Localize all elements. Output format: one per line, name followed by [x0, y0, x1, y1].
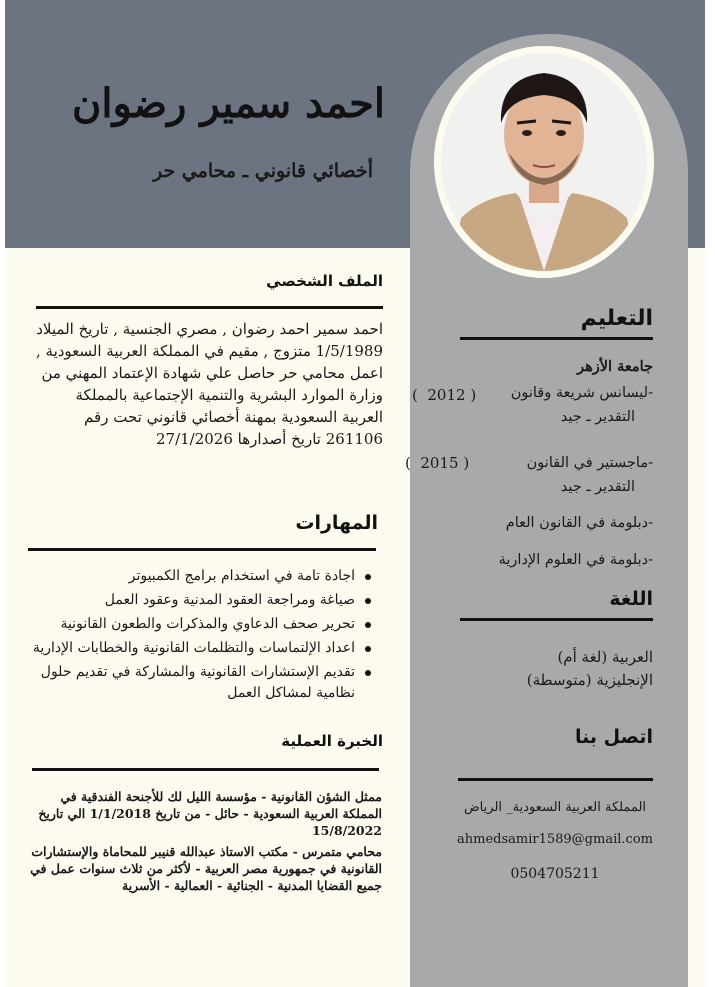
contact-rule [458, 778, 653, 781]
skills-rule [28, 548, 376, 551]
education-rule [460, 337, 653, 340]
contact-email[interactable]: ahmedsamir1589@gmail.com [457, 832, 653, 847]
experience-heading: الخبرة العملية [281, 732, 383, 750]
skills-heading: المهارات [295, 512, 378, 534]
contact-location: المملكة العربية السعودية_ الرياض [463, 800, 647, 815]
diploma-public-law: -دبلومة في القانون العام [505, 515, 653, 531]
experience-list [27, 788, 382, 898]
contact-heading: اتصل بنا [575, 726, 653, 748]
experience-entry: محامي متمرس - مكتب الاستاذ عبدالله قنيبر للمحاماة والإستشارات القانونية في جمهورية مصر العربية - لأكثر من ثلاث سنوات عمل في جميع القضايا المدنية - الجنائية - العمالية - الأسرية [30, 844, 382, 893]
experience-rule [32, 768, 379, 771]
education-heading: التعليم [580, 306, 653, 331]
profile-text: احمد سمير احمد رضوان , مصري الجنسية , تاريخ الميلاد 1/5/1989 متزوج , مقيم في المملكة العربية السعودية , اعمل محامي حر حاصل علي شهادة الإعتماد المهني من وزارة الموارد البشرية والتنمية الإجتماعية بالمملكة العربية السعودية بمهنة أخصائي قانوني تحت رقم 261106 تاريخ أصدارها 27/1/2026 [36, 320, 383, 448]
language-item: العربية (لغة أم) [557, 648, 653, 666]
profile-rule [36, 306, 383, 309]
degree-bachelor-year: ( 2012 ) [412, 386, 477, 404]
profile-photo [441, 53, 647, 271]
list-item: اجادة تامة في استخدام برامج الكمبيوتر [22, 566, 377, 587]
diploma-admin: -دبلومة في العلوم الإدارية [498, 552, 653, 568]
page-margin-right [705, 0, 715, 987]
degree-bachelor: -ليسانس شريعة وقانون [510, 385, 653, 401]
degree-master: -ماجستير في القانون [526, 455, 653, 471]
languages-heading: اللغة [609, 588, 653, 610]
languages-rule [460, 618, 653, 621]
list-item: تقديم الإستشارات القانونية والمشاركة في تقديم حلول نظامية لمشاكل العمل [22, 662, 377, 704]
experience-entry: ممثل الشؤن القانونية - مؤسسة الليل لك للأجنحة الفندقية في المملكة العربية السعودية - حائل - من تاريخ 1/1/2018 الي تاريخ 15/8/2022 [38, 789, 382, 838]
language-item: الإنجليزية (متوسطة) [526, 671, 653, 689]
list-item: اعداد الإلتماسات والتظلمات القانونية والخطابات الإدارية [22, 638, 377, 659]
degree-master-grade: التقدير ـ جيد [560, 479, 635, 495]
degree-master-year: ( 2015 ) [405, 454, 470, 472]
university-name: جامعة الأزهر [577, 358, 653, 375]
list-item: تحرير صحف الدعاوي والمذكرات والطعون القانونية [22, 614, 377, 635]
list-item: صياغة ومراجعة العقود المدنية وعقود العمل [22, 590, 377, 611]
skills-list [22, 566, 377, 707]
contact-phone[interactable]: 0504705211 [510, 866, 600, 882]
job-title: أخصائي قانوني ـ محامي حر [152, 160, 373, 182]
degree-bachelor-grade: التقدير ـ جيد [560, 409, 635, 425]
languages-list [453, 646, 653, 692]
profile-heading: الملف الشخصي [266, 272, 383, 290]
person-name: احمد سمير رضوان [71, 80, 385, 127]
